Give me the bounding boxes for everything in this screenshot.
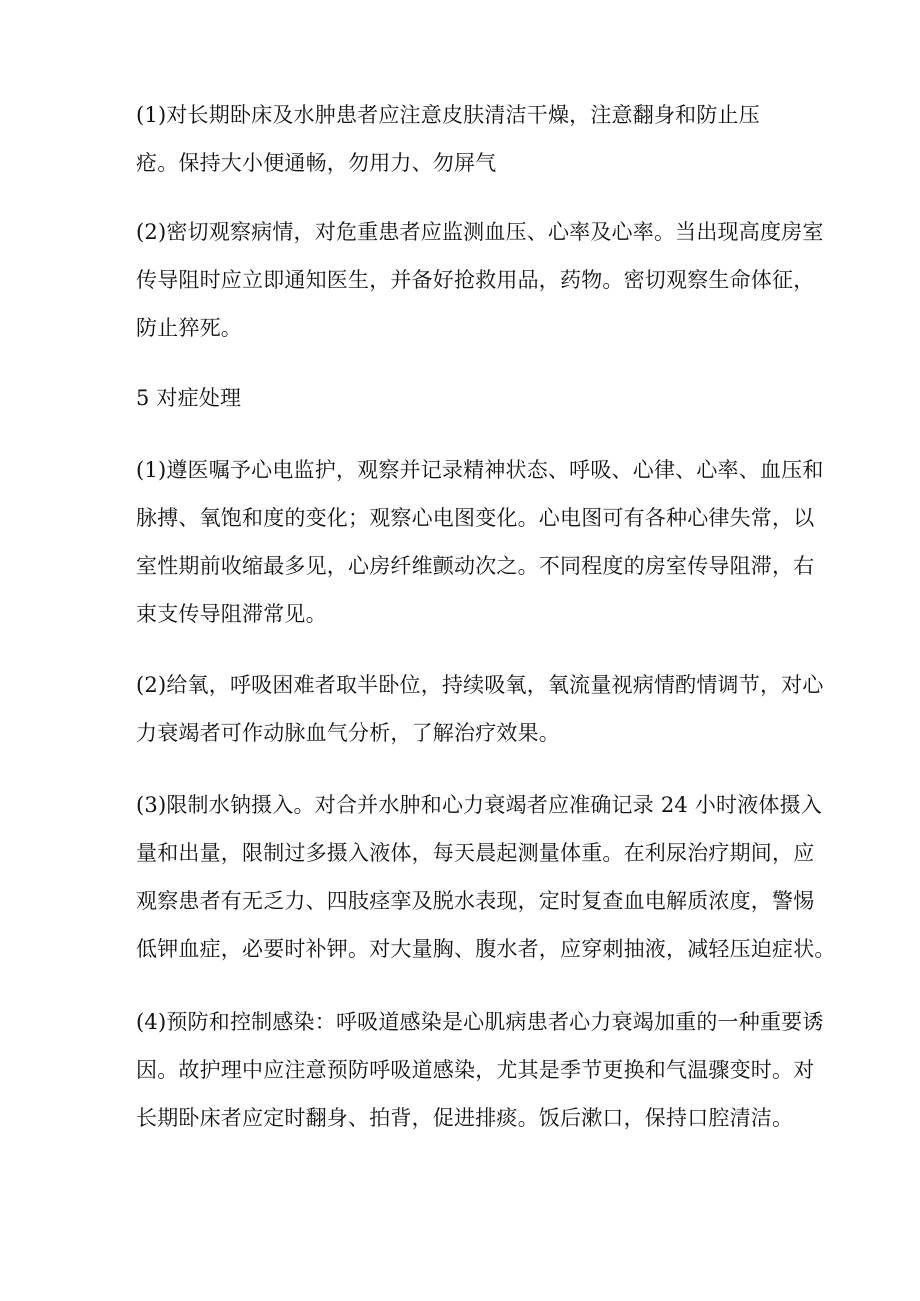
- text-line: 疮。保持大小便通畅，勿用力、勿屏气: [136, 151, 497, 175]
- text-line: (3)限制水钠摄入。对合并水肿和心力衰竭者应准确记录 24 小时液体摄入: [136, 793, 823, 817]
- text-line: (2)密切观察病情，对危重患者应监测血压、心率及心率。当出现高度房室: [136, 220, 824, 244]
- paragraph-skin-care: [136, 91, 806, 187]
- text-line: 观察患者有无乏力、四肢痉挛及脱水表现，定时复查血电解质浓度，警惕: [136, 889, 815, 913]
- text-line: 5 对症处理: [136, 386, 242, 410]
- paragraph-observe-condition: [136, 208, 824, 352]
- text-line: 防止猝死。: [136, 316, 242, 340]
- text-line: 因。故护理中应注意预防呼吸道感染，尤其是季节更换和气温骤变时。对: [136, 1058, 815, 1082]
- text-line: 低钾血症，必要时补钾。对大量胸、腹水者，应穿刺抽液，减轻压迫症状。: [136, 937, 836, 961]
- paragraph-ecg-monitoring: [136, 446, 824, 638]
- section-heading: [136, 374, 806, 422]
- text-line: 束支传导阻滞常见。: [136, 602, 327, 626]
- paragraph-infection-control: [136, 998, 824, 1142]
- text-line: (1)对长期卧床及水肿患者应注意皮肤清洁干燥，注意翻身和防止压: [136, 103, 760, 127]
- paragraph-oxygen: [136, 661, 824, 757]
- text-line: 室性期前收缩最多见，心房纤维颤动次之。不同程度的房室传导阻滞，右: [136, 554, 815, 578]
- paragraph-sodium-restriction: [136, 781, 836, 973]
- text-line: (2)给氧，呼吸困难者取半卧位，持续吸氧，氧流量视病情酌情调节，对心: [136, 673, 824, 697]
- text-line: (1)遵医嘱予心电监护，观察并记录精神状态、呼吸、心律、心率、血压和: [136, 458, 824, 482]
- text-line: 脉搏、氧饱和度的变化；观察心电图变化。心电图可有各种心律失常，以: [136, 506, 815, 530]
- text-line: 量和出量，限制过多摄入液体，每天晨起测量体重。在利尿治疗期间，应: [136, 841, 815, 865]
- text-line: 传导阻时应立即通知医生，并备好抢救用品，药物。密切观察生命体征，: [136, 268, 815, 292]
- text-line: (4)预防和控制感染：呼吸道感染是心肌病患者心力衰竭加重的一种重要诱: [136, 1010, 824, 1034]
- text-line: 力衰竭者可作动脉血气分析，了解治疗效果。: [136, 721, 560, 745]
- text-line: 长期卧床者应定时翻身、拍背，促进排痰。饭后漱口，保持口腔清洁。: [136, 1106, 794, 1130]
